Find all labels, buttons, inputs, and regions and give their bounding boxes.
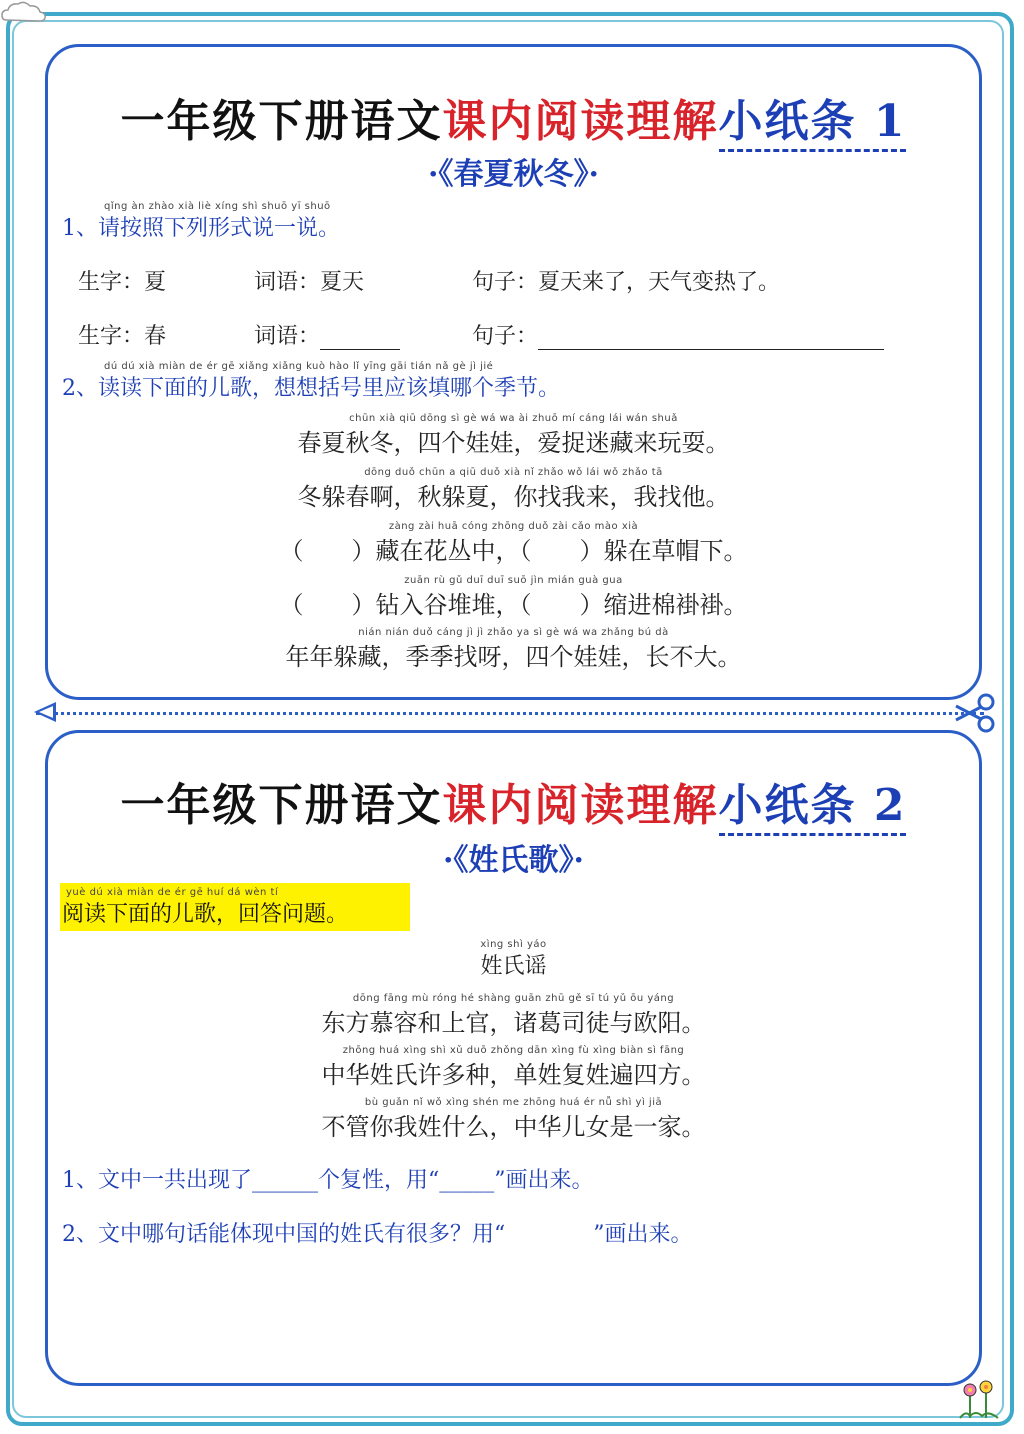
card1-example-ciyu: 词语：夏天 bbox=[254, 270, 365, 295]
card1-example-juzi: 句子：夏天来了，天气变热了。 bbox=[472, 270, 781, 295]
poem-title-pinyin: xìng shì yáo bbox=[480, 939, 547, 950]
card1-title-black: 一年级下册语文 bbox=[120, 96, 443, 147]
card2-title bbox=[48, 769, 979, 833]
card1-title-blue: 小纸条 1 bbox=[719, 96, 907, 152]
card2-question-1[interactable]: 1、文中一共出现了______个复性，用“_____”画出来。 bbox=[62, 1168, 594, 1193]
cut-line-divider bbox=[36, 712, 984, 715]
scissors-icon bbox=[952, 690, 998, 736]
card1-row2-shengzi: 生字：春 bbox=[78, 324, 167, 349]
card1-poem-line1-pinyin: chūn xià qiū dōng sì gè wá wa ài zhuō mí cáng lái wán shuǎ bbox=[349, 413, 678, 424]
card2-poem-line2: 中华姓氏许多种，单姓复姓遍四方。 bbox=[321, 1061, 706, 1089]
card1-q1-pinyin: qǐng àn zhào xià liè xíng shì shuō yī shuō bbox=[104, 201, 331, 212]
card1-poem-line2: 冬躲春啊，秋躲夏，你找我来，我找他。 bbox=[297, 483, 730, 511]
card1-poem-line3[interactable]: （ ）藏在花丛中，（ ）躲在草帽下。 bbox=[279, 537, 748, 565]
card1-subtitle: ·《春夏秋冬》· bbox=[428, 157, 599, 192]
card1-question-1: 1、请按照下列形式说一说。 bbox=[62, 216, 340, 241]
card2-poem-line3: 不管你我姓什么，中华儿女是一家。 bbox=[321, 1113, 706, 1141]
card1-row2-ciyu-label: 词语： bbox=[254, 324, 321, 349]
card1-poem-line4[interactable]: （ ）钻入谷堆堆，（ ）缩进棉褂褂。 bbox=[279, 591, 748, 619]
card2-title-black: 一年级下册语文 bbox=[120, 780, 443, 831]
card2-poem-line1-pinyin: dōng fāng mù róng hé shàng guān zhū gě sī tú yǔ ōu yáng bbox=[352, 993, 675, 1004]
card2-subtitle: ·《姓氏歌》· bbox=[443, 843, 584, 878]
cloud-icon bbox=[0, 0, 48, 24]
card1-ciyu-blank[interactable] bbox=[320, 349, 400, 350]
card1-title-red: 课内阅读理解 bbox=[442, 96, 719, 147]
card1-question-2: 2、读读下面的儿歌，想想括号里应该填哪个季节。 bbox=[62, 376, 560, 401]
card1-poem-line2-pinyin: dōng duǒ chūn a qiū duǒ xià nǐ zhǎo wǒ lái wǒ zhǎo tā bbox=[364, 467, 663, 478]
card2-instruction-pinyin: yuè dú xià miàn de ér gē huí dá wèn tí bbox=[66, 887, 279, 898]
flower-icon bbox=[954, 1380, 1004, 1420]
card2-question-2[interactable]: 2、文中哪句话能体现中国的姓氏有很多？用“ ”画出来。 bbox=[62, 1222, 693, 1247]
card1-poem-line4-pinyin: zuān rù gǔ duī duī suō jìn mián guà gua bbox=[404, 575, 623, 586]
arrow-left-icon bbox=[34, 702, 56, 722]
card2-poem-line2-pinyin: zhōng huá xìng shì xǔ duō zhǒng dān xìng fù xìng biàn sì fāng bbox=[342, 1045, 685, 1056]
card1-row2-juzi-label: 句子： bbox=[472, 324, 539, 349]
card1-poem-line5: 年年躲藏，季季找呀，四个娃娃，长不大。 bbox=[285, 643, 742, 671]
card1-row2-juzi bbox=[472, 319, 884, 350]
card1-title bbox=[48, 85, 979, 149]
poem-title: 姓氏谣 bbox=[480, 954, 547, 979]
card1-row2-ciyu bbox=[254, 319, 400, 350]
card1-example-shengzi: 生字：夏 bbox=[78, 270, 167, 295]
card1-poem-line3-pinyin: zàng zài huā cóng zhōng duǒ zài cǎo mào xià bbox=[388, 521, 639, 532]
reading-card-1 bbox=[45, 44, 982, 700]
card1-q2-pinyin: dú dú xià miàn de ér gē xiǎng xiǎng kuò hào lǐ yīng gāi tián nǎ gè jì jié bbox=[104, 361, 494, 372]
card2-instruction: 阅读下面的儿歌，回答问题。 bbox=[62, 902, 349, 927]
card2-poem-line1: 东方慕容和上官，诸葛司徒与欧阳。 bbox=[321, 1009, 706, 1037]
card2-poem-line3-pinyin: bù guǎn nǐ wǒ xìng shén me zhōng huá ér nǚ shì yì jiā bbox=[364, 1097, 663, 1108]
reading-card-2 bbox=[45, 730, 982, 1386]
card1-juzi-blank[interactable] bbox=[538, 349, 884, 350]
card1-poem-line1: 春夏秋冬，四个娃娃，爱捉迷藏来玩耍。 bbox=[297, 429, 730, 457]
card2-title-red: 课内阅读理解 bbox=[442, 780, 719, 831]
card2-title-blue: 小纸条 2 bbox=[719, 780, 907, 836]
card1-poem-line5-pinyin: nián nián duǒ cáng jì jì zhǎo ya sì gè wá wa zhǎng bú dà bbox=[358, 627, 669, 638]
